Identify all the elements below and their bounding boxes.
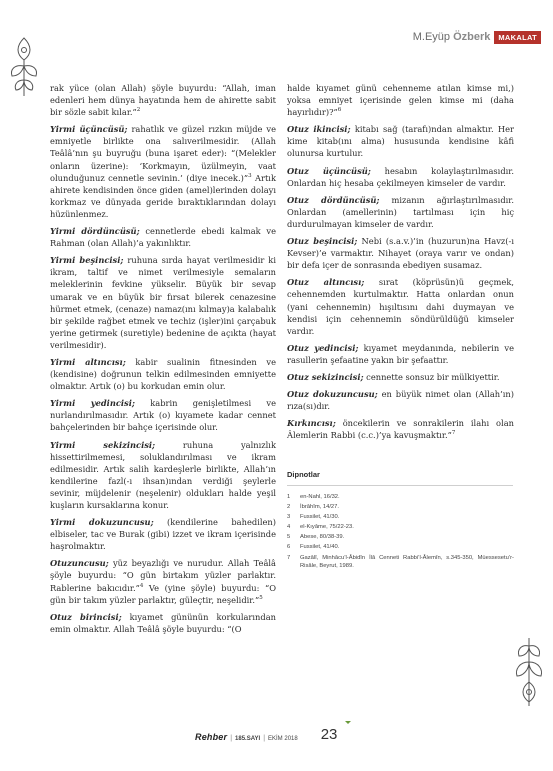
footnote-number: 4 (287, 523, 291, 530)
page-header (413, 30, 541, 44)
paragraph-text: ruhuna sırda hayat verilmesidir ki ikram, taltif ve nimet verilmesiyle semaların meleklerinin fevkine yükselir. Büyük bir sevap umarak ve en büyük bir fırsat bilerek cenazesine hürmet etmek, (cenaze) namaz(ını kılmay)a kalabalık bir şekilde rağbet etmek ve techiz (işler)ini çarçabuk yerine getirmek (suretiyle) bedenine de açıkta (hayat verilmesidir). (50, 255, 276, 350)
footnote-text: İbrâhîm, 14/27. (300, 503, 339, 510)
footnote-number: 6 (287, 543, 291, 550)
footnotes-title: Dipnotlar (287, 470, 320, 480)
paragraph-text: kıyamet gününün korkularından emin olmaktır. Allah Teâlâ şöyle buyurdu: “(O (50, 611, 276, 634)
item-heading: Otuz dördüncüsü; (287, 194, 380, 205)
paragraph-text: en büyük nimet olan (Allah’ın) rıza(sı)dır. (287, 389, 514, 412)
issue-number: 185.SAYI (235, 736, 261, 742)
paragraph (50, 356, 276, 392)
item-heading: Yirmi sekizincisi; (50, 439, 156, 450)
item-heading: Yirmi altıncısı; (50, 356, 126, 367)
footnote-number: 5 (287, 533, 291, 540)
author-first-name: M.Eyüp (412, 31, 451, 43)
issue-date: EKİM 2018 (268, 736, 298, 742)
item-heading: Yirmi yedincisi; (50, 398, 135, 409)
paragraph (287, 276, 514, 336)
paragraph-text: cennette sonsuz bir mülkiyettir. (363, 371, 500, 382)
footnote-number: 2 (287, 503, 291, 510)
footnote-item (287, 492, 514, 502)
paragraph-text: kabir sualinin fitnesinden ve (kendisine) doğrunun telkin edilmesinden emniyette olmaktır. Artık (o) bu korkudan emin olur. (50, 356, 276, 392)
footnote-text: Fussilet, 41/30. (300, 513, 340, 520)
paragraph-text: mizanın ağırlaştırılmasıdır. Onlardan (amellerinin) tartılması için hiç durdurulmayan kimseler de vardır. (287, 194, 514, 229)
paragraph (287, 235, 514, 271)
paragraph (287, 371, 514, 383)
item-heading: Otuz beşincisi; (287, 236, 358, 247)
item-heading: Otuz ikincisi; (287, 124, 351, 135)
author-last-name: Özberk (453, 31, 491, 43)
footnotes-divider (287, 485, 513, 486)
paragraph-text: (kendilerine bahedilen) elbiseler, tac ve Burak (gibi) izzet ve ikram içerisinde haşrolmaktır. (50, 517, 276, 552)
footnote-number: 3 (287, 513, 291, 520)
paragraph-text: cennetlerde ebedi kalmak ve Rahman (olan Allah)’a yakınlıktır. (50, 226, 277, 249)
paragraph-text: Ve (yine şöyle) buyurdu: “O gün bir takım yüzler parlaktır, güleçtir, neşelidir.” (50, 582, 276, 605)
author-name (413, 31, 491, 43)
footnote-text: Abese, 80/38-39. (300, 533, 345, 540)
footnote-number: 7 (287, 554, 291, 561)
footnote-text: el-Kıyâme, 75/22-23. (300, 523, 354, 530)
paragraph-text: kıyamet meydanında, nebilerin ve rasullerin şefaatine yakın bir şefaattır. (287, 342, 514, 365)
paragraph (50, 225, 276, 249)
paragraph (287, 342, 514, 366)
footnote-item (287, 502, 514, 512)
paragraph (50, 516, 276, 552)
paragraph-text: rak yüce (olan Allah) şöyle buyurdu: “Allah, iman edenleri hem dünya hayatında hem de ahirette sabit bir sözle sabit kılar.” (50, 83, 276, 118)
footnote-text: Gazâlî, Minhâcu’l-Âbidîn İlâ Cenneti Rabbi’l-Âlemîn, s.345-350, Müessesetu’r-Risâle, Beyrut, 1989. (300, 554, 514, 570)
item-heading: Otuz birincisi; (50, 611, 122, 622)
paragraph-text: kitabı sağ (tarafı)ndan almaktır. Her kime kitab(ını alma) hususunda kendisine kâfi olunursa kurtulur. (287, 124, 514, 159)
item-heading: Otuzuncusu; (50, 558, 109, 569)
item-heading: Otuz dokuzuncusu; (287, 389, 378, 400)
paragraph (287, 82, 514, 118)
page-footer (195, 722, 337, 742)
footnote-text: en-Nahl, 16/32. (300, 493, 340, 500)
paragraph (50, 611, 276, 635)
paragraph-text: rahatlık ve güzel rızkın müjde ve emniyetle birlikte ona salıverilmesidir. (Allah Teâlâ’nın şu buyruğu (buna işaret eder): “(Melekler onların üzerine): ‘Korkmayın, üzülmeyin, vaat olunduğunuz cennetle sevinin.’ (diye inecek.)” (50, 124, 276, 183)
footnote-item (287, 512, 514, 522)
item-heading: Otuz üçüncüsü; (287, 165, 371, 176)
paragraph (287, 194, 514, 230)
paragraph-text: Artık ahirete kendisinden önce giden (amel)lerinden dolayı korkmaz ve dünyada geride bıraktıklarından dolayı hüzünlenmez. (50, 172, 276, 219)
item-heading: Otuz altıncısı; (287, 277, 365, 288)
item-heading: Otuz sekizincisi; (287, 371, 364, 382)
footnote-ref: 3 (248, 172, 252, 179)
paragraph (50, 82, 276, 118)
footnote-item (287, 532, 514, 542)
item-heading: Yirmi dördüncüsü; (50, 226, 140, 237)
footnote-ref: 6 (337, 107, 342, 114)
footnote-number: 1 (287, 493, 291, 500)
left-text-column (50, 82, 276, 640)
paragraph-text: yüz beyazlığı ve nurudur. Allah Teâlâ şöyle buyurdu: “O gün birtakım yüzler parlaktır. Rablerine bakıcıdır.” (50, 558, 276, 593)
footnote-ref: 5 (259, 594, 263, 601)
paragraph-text: ruhuna yalnızlık hissettirilmemesi, soluklandırılması ve ikram edilmesidir. Artık salih kardeşlerle birlikte, Allah’ın kendilerine fazl(-ı ihsan)ından verdiği şeylerle sevinir, müjdelenir (neşelenir) oldukları halde yeşil kuşların kursaklarına konur. (50, 439, 276, 510)
footnote-item (287, 554, 514, 571)
floral-ornament-icon (6, 36, 42, 98)
item-heading: Yirmi beşincisi; (50, 255, 124, 266)
paragraph (287, 123, 514, 159)
paragraph-text: öncekilerin ve sonrakilerin ilahı olan Âlemlerin Rabbi (c.c.)’ya kavuşmaktır.” (287, 418, 514, 441)
paragraph (50, 123, 276, 220)
paragraph-text: Nebi (s.a.v.)’in (huzurun)na Havz(-ı Kevser)’e varmaktır. Nihayet (oraya varır ve ondan) bir defa içer de sonrasında ebediyen susamaz. (287, 236, 515, 271)
page-marker-icon (345, 721, 351, 724)
paragraph (287, 165, 514, 189)
paragraph-text: halde kıyamet günü cehenneme atılan kimse mi,) yoksa emniyet içerisinde gelen kimse mi (daha hayırlıdır)?” (287, 83, 514, 118)
footnote-ref: 2 (136, 107, 141, 114)
item-heading: Yirmi üçüncüsü; (50, 124, 128, 135)
footnote-ref: 4 (139, 582, 144, 589)
footer-separator: | (263, 735, 266, 742)
footnote-text: Fussilet, 41/40. (300, 543, 340, 550)
paragraph (287, 388, 514, 412)
footnote-item (287, 542, 514, 552)
paragraph (50, 254, 276, 351)
paragraph (50, 557, 276, 605)
floral-ornament-icon (511, 636, 547, 708)
page-number: 23 (320, 726, 338, 743)
paragraph (50, 397, 276, 433)
footnote-ref: 7 (451, 430, 456, 437)
paragraph (287, 417, 514, 441)
footnotes-list (287, 492, 514, 571)
paragraph-text: hesabın kolaylaştırılmasıdır. Onlardan hiç hesaba çekilmeyen kimseler de vardır. (287, 165, 514, 188)
paragraph (50, 439, 276, 512)
magazine-logo: Rehber (195, 732, 228, 742)
paragraph-text: sırat (köprüsün)ü geçmek, cehennemden kurtulmaktır. Hatta onlardan onun (yani cehennemin) hışıltısını dahi duymayan ve kendisi için cehennemin söndürüldüğü kimseler vardır. (287, 277, 514, 336)
item-heading: Otuz yedincisi; (287, 342, 359, 353)
item-heading: Yirmi dokuzuncusu; (50, 517, 154, 528)
item-heading: Kırkıncısı; (287, 418, 336, 429)
footnote-item (287, 522, 514, 532)
footer-separator: | (230, 735, 233, 742)
paragraph-text: kabrin genişletilmesi ve nurlandırılmasıdır. Artık (o) kıyamete kadar cennet bahçelerinden bir bahçe içerisinde olur. (50, 398, 276, 433)
right-text-column (287, 82, 514, 571)
section-tag: MAKALAT (494, 31, 541, 44)
